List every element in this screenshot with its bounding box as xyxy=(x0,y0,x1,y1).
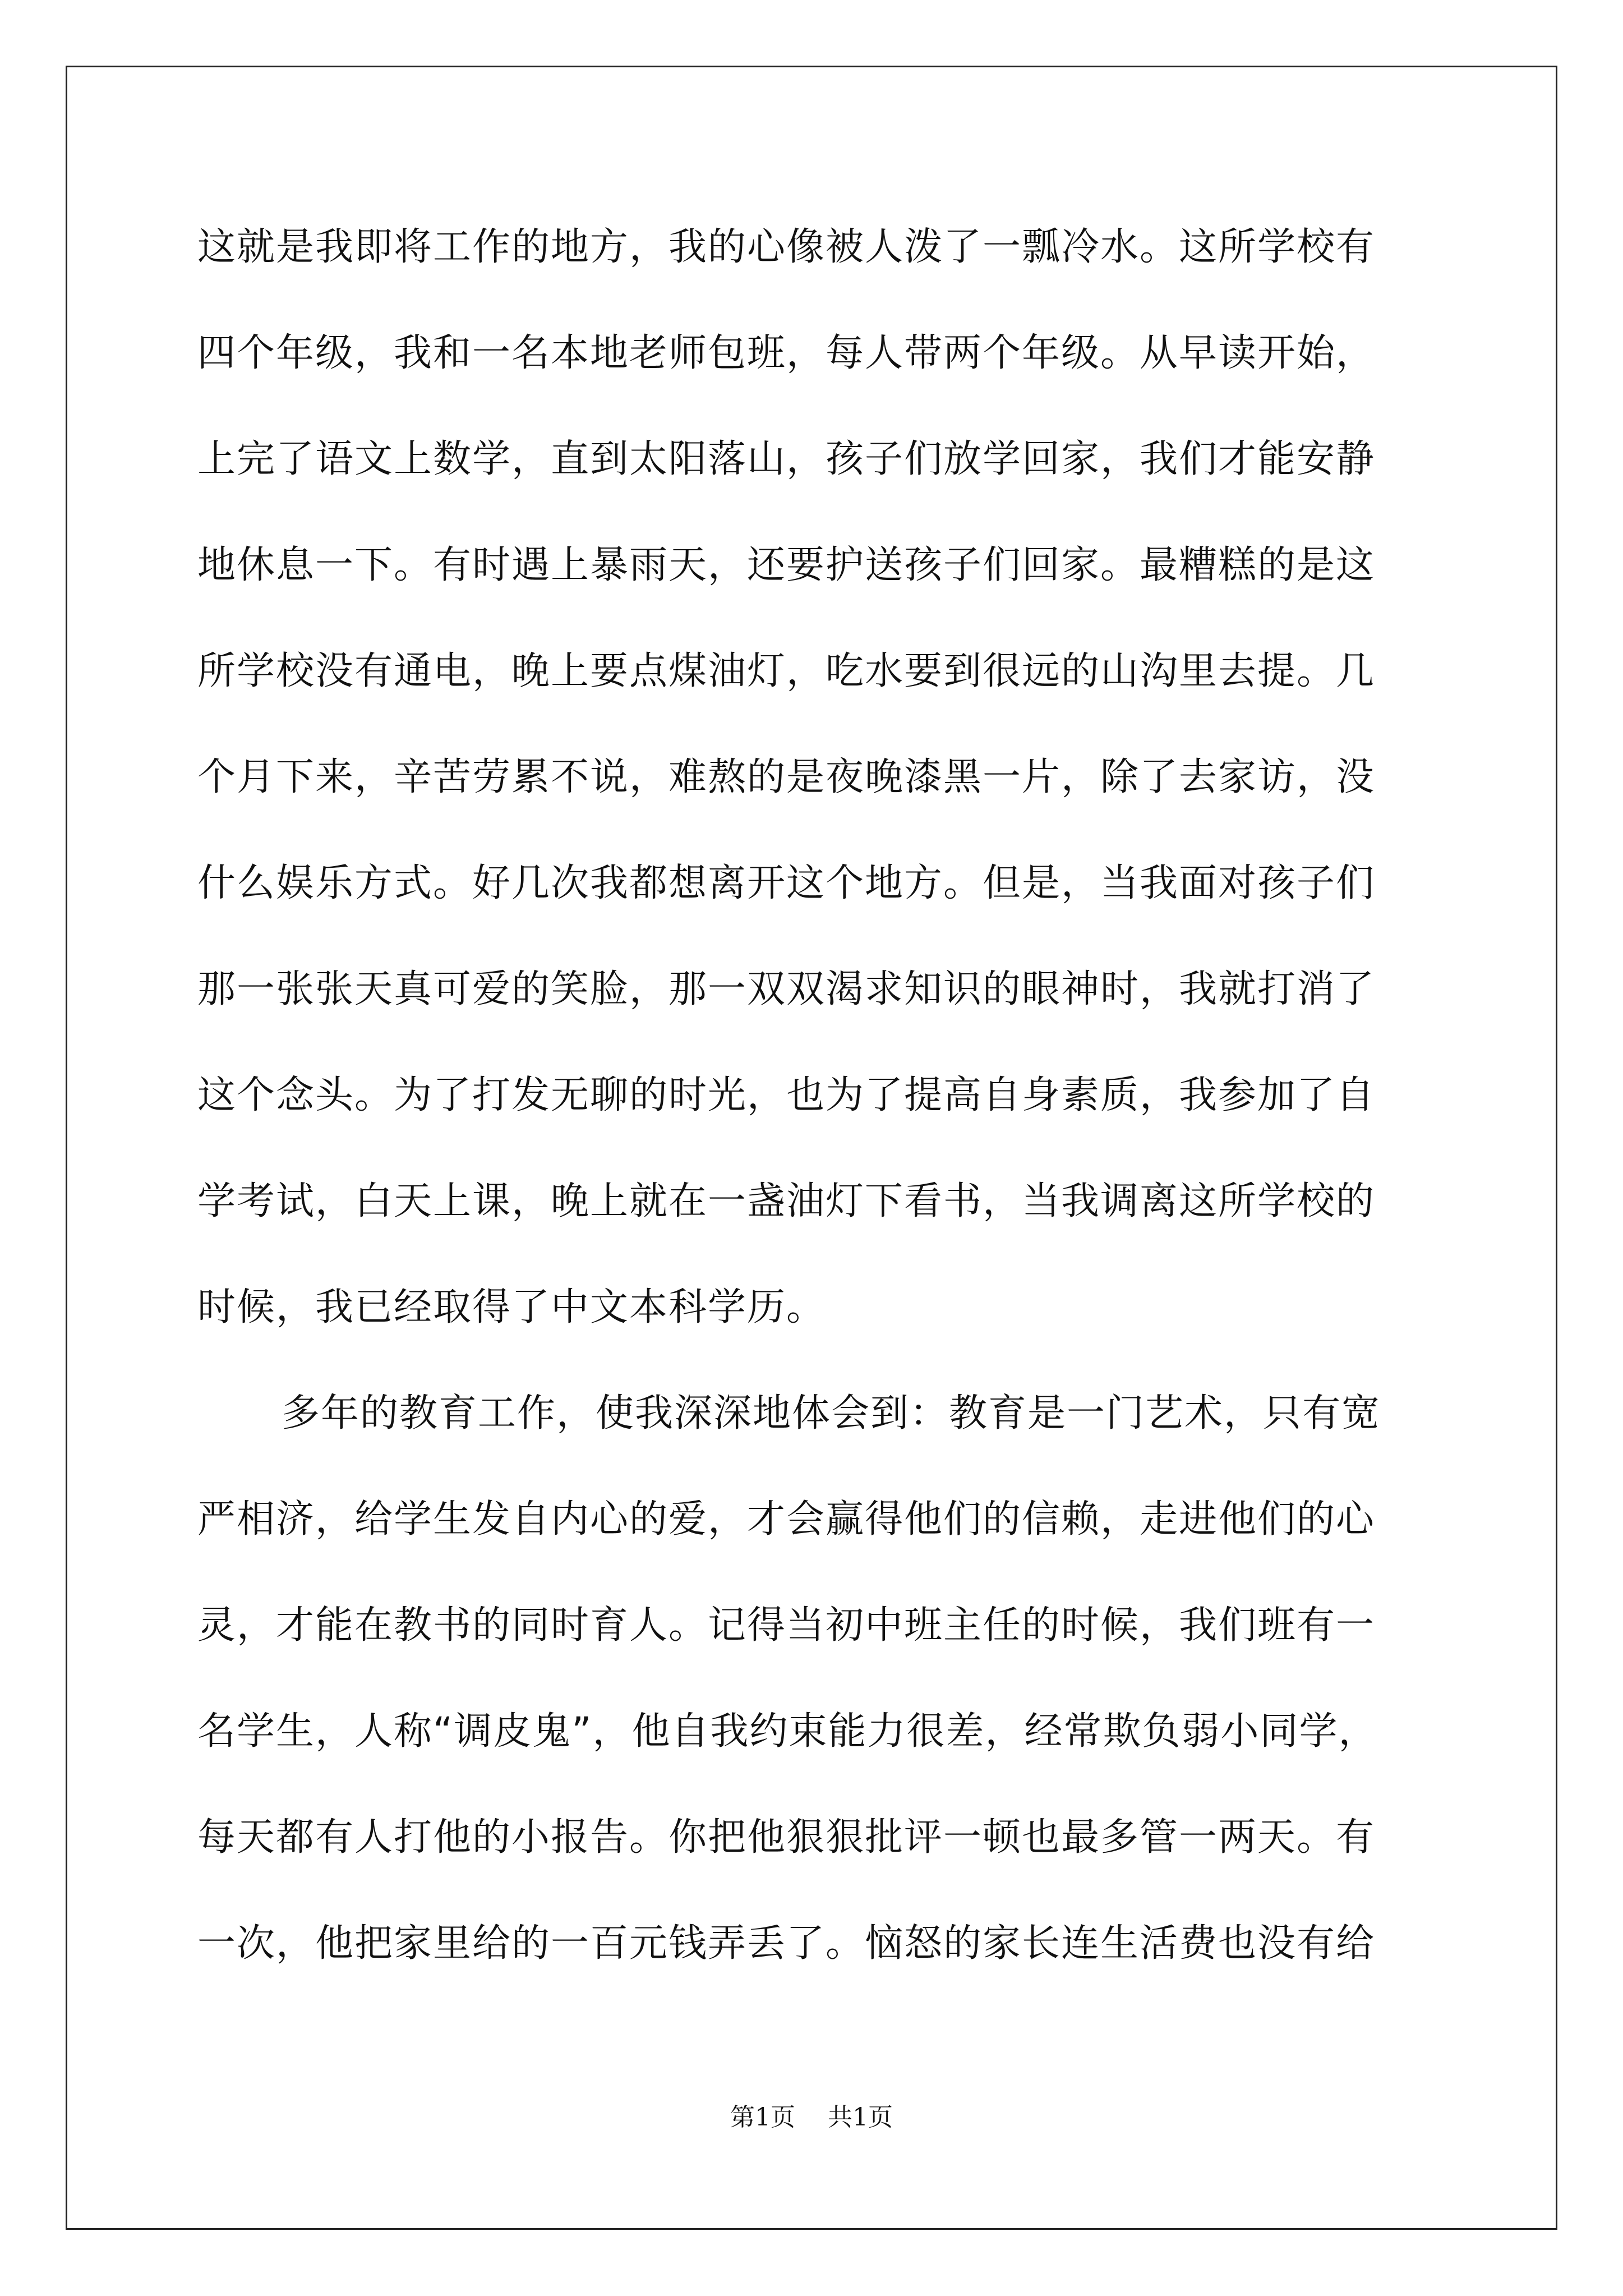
text-line: 灵，才能在教书的同时育人。记得当初中班主任的时候，我们班有一 xyxy=(197,1603,1376,1648)
text-line: 个月下来，辛苦劳累不说，难熬的是夜晚漆黑一片，除了去家访，没 xyxy=(197,755,1376,799)
text-line: 这个念头。为了打发无聊的时光，也为了提高自身素质，我参加了自 xyxy=(197,1073,1376,1117)
page-number: 第1页 xyxy=(730,2103,795,2132)
page-footer xyxy=(0,2097,1623,2133)
text-line: 时候，我已经取得了中文本科学历。 xyxy=(197,1285,826,1329)
paragraph-2 xyxy=(197,1360,1431,1996)
text-line: 每天都有人打他的小报告。你把他狠狠批评一顿也最多管一两天。有 xyxy=(197,1815,1376,1860)
paragraph-1 xyxy=(197,194,1431,1360)
text-line: 这就是我即将工作的地方，我的心像被人泼了一瓢冷水。这所学校有 xyxy=(197,225,1376,269)
text-line: 严相济，给学生发自内心的爱，才会赢得他们的信赖，走进他们的心 xyxy=(197,1497,1376,1542)
text-line: 学考试，白天上课，晚上就在一盏油灯下看书，当我调离这所学校的 xyxy=(197,1179,1376,1223)
text-line: 所学校没有通电，晚上要点煤油灯，吃水要到很远的山沟里去提。几 xyxy=(197,649,1376,693)
document-body xyxy=(197,194,1431,1996)
text-line: 四个年级，我和一名本地老师包班，每人带两个年级。从早读开始， xyxy=(197,331,1376,375)
text-line: 名学生，人称“调皮鬼”，他自我约束能力很差，经常欺负弱小同学， xyxy=(197,1709,1378,1754)
text-line: 多年的教育工作，使我深深地体会到：教育是一门艺术，只有宽 xyxy=(282,1391,1381,1435)
page-total: 共1页 xyxy=(828,2103,893,2132)
text-line: 那一张张天真可爱的笑脸，那一双双渴求知识的眼神时，我就打消了 xyxy=(197,967,1376,1011)
text-line: 一次，他把家里给的一百元钱弄丢了。恼怒的家长连生活费也没有给 xyxy=(197,1921,1376,1966)
text-line: 什么娱乐方式。好几次我都想离开这个地方。但是，当我面对孩子们 xyxy=(197,861,1376,905)
text-line: 上完了语文上数学，直到太阳落山，孩子们放学回家，我们才能安静 xyxy=(197,437,1376,481)
text-line: 地休息一下。有时遇上暴雨天，还要护送孩子们回家。最糟糕的是这 xyxy=(197,543,1376,587)
